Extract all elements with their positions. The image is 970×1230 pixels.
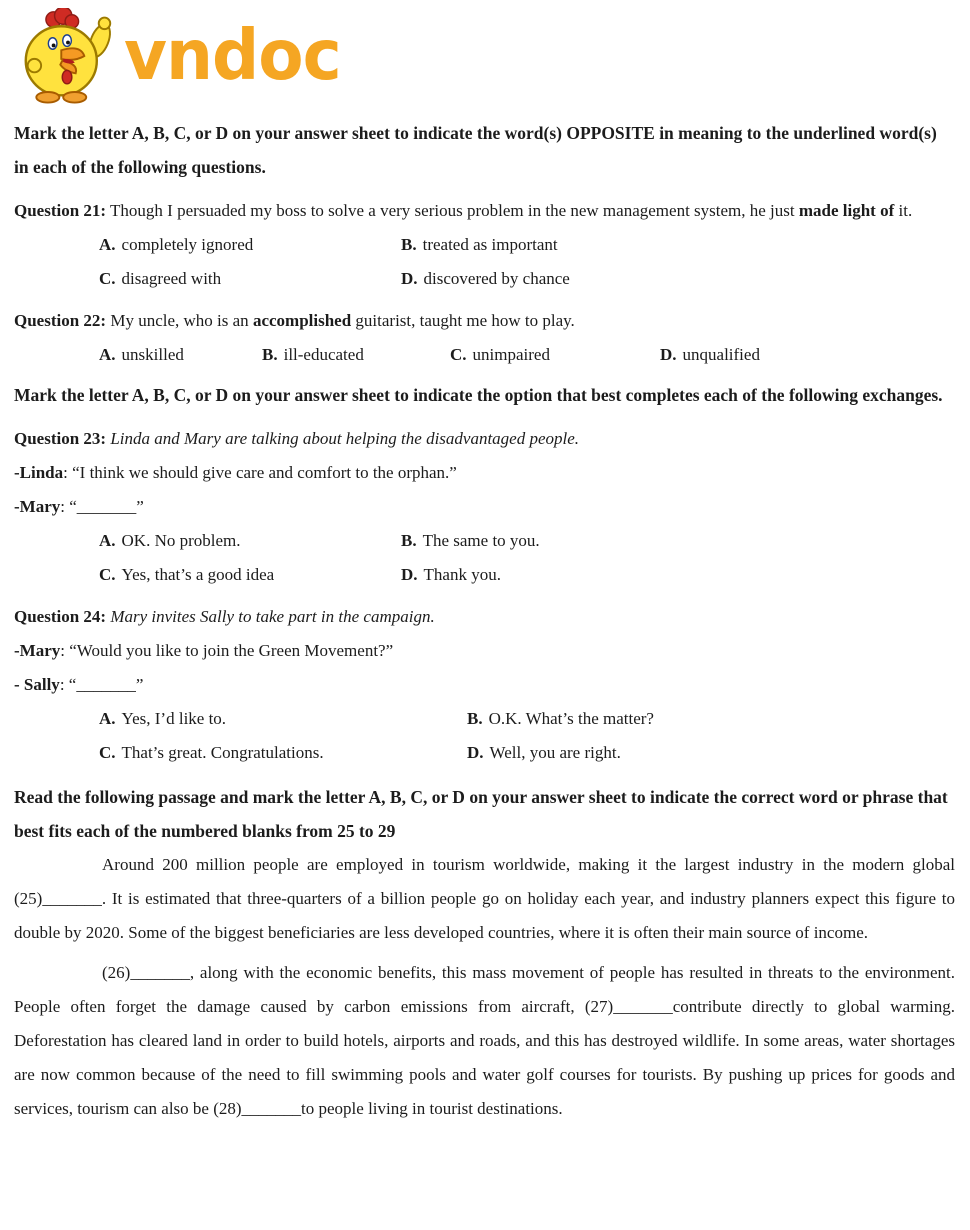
option-letter: C. [99,565,116,584]
underlined-phrase: accomplished [252,311,352,330]
question-21-label: Question 21: [14,201,107,220]
question-23-label: Question 23: [14,429,107,448]
question-21 [14,194,955,296]
speaker-name: -Linda [14,463,64,482]
option-text: O.K. What’s the matter? [488,709,654,728]
dialogue-line [14,490,955,524]
option-letter: C. [450,345,467,364]
option-text: The same to you. [422,531,540,550]
option-23-c [99,558,401,592]
option-letter: D. [401,565,418,584]
chicken-mascot-icon [14,8,122,104]
dialogue-line [14,634,955,668]
option-23-b [401,524,955,558]
option-text: Yes, that’s a good idea [121,565,275,584]
option-text: unqualified [682,345,760,364]
option-text: discovered by chance [423,269,570,288]
question-21-stem: Question 21: Though I persuaded my boss to solve a very serious problem in the new management system, he just made light of it. [14,201,913,220]
question-23-context [14,422,955,456]
option-text: Well, you are right. [489,743,621,762]
speech-text: : “_______” [60,497,144,516]
option-24-b [467,702,955,736]
dialogue-line [14,456,955,490]
option-21-c [99,262,401,296]
passage-paragraph-1: Around 200 million people are employed in tourism worldwide, making it the largest industry in the modern global (25)_______. It is estimated that three-quarters of a billion people go on holiday each year, and industry planners expect this figure to double by 2020. Some of the biggest beneficiaries are less developed countries, where it is often their main source of income. [14,855,955,942]
option-24-d [467,736,955,770]
question-24-options [14,702,955,770]
option-23-a [99,524,401,558]
option-text: unimpaired [472,345,550,364]
option-letter: B. [401,235,417,254]
underlined-phrase: made light of [798,201,895,220]
option-letter: B. [467,709,483,728]
option-text: Yes, I’d like to. [121,709,227,728]
instruction-cloze: Read the following passage and mark the letter A, B, C, or D on your answer sheet to indicate the correct word or phrase that best fits each of the numbered blanks from 25 to 29 [14,787,948,841]
brand-wordmark: vndoc [124,15,341,96]
option-22-d [660,338,955,372]
option-22-c [450,338,660,372]
option-letter: A. [99,709,116,728]
cloze-passage [14,848,955,1126]
situation-text: Mary invites Sally to take part in the campaign. [106,607,435,626]
option-text: completely ignored [121,235,254,254]
option-letter: C. [99,269,116,288]
option-24-a [99,702,467,736]
question-24-label: Question 24: [14,607,107,626]
option-24-c [99,736,467,770]
option-text: Thank you. [423,565,501,584]
question-21-options [14,228,955,296]
option-letter: C. [99,743,116,762]
vndoc-logo [14,6,955,106]
dialogue-line [14,668,955,702]
option-letter: B. [262,345,278,364]
speaker-name: - Sally [14,675,60,694]
passage-paragraph-2: (26)_______, along with the economic benefits, this mass movement of people has resulted in threats to the environment. People often forget the damage caused by carbon emissions from aircraft, (27)_______contribute directly to global warming. Deforestation has cleared land in order to build hotels, airports and roads, and this has destroyed wildlife. In some areas, water shortages are now common because of the need to fill swimming pools and water golf courses for tourists. By pushing up prices for goods and services, tourism can also be (28)_______to people living in tourist destinations. [14,963,955,1118]
speaker-name: -Mary [14,497,61,516]
speech-text: : “Would you like to join the Green Movement?” [60,641,394,660]
option-letter: A. [99,235,116,254]
question-24-context [14,600,955,634]
option-text: OK. No problem. [121,531,241,550]
option-21-a [99,228,401,262]
option-letter: D. [401,269,418,288]
question-22-stem: Question 22: My uncle, who is an accomplished guitarist, taught me how to play. [14,311,575,330]
option-text: disagreed with [121,269,222,288]
option-22-a [99,338,262,372]
option-21-b [401,228,955,262]
speech-text: : “I think we should give care and comfort to the orphan.” [63,463,457,482]
option-22-b [262,338,450,372]
speech-text: : “_______” [59,675,144,694]
question-23-options [14,524,955,592]
speaker-name: -Mary [14,641,61,660]
option-text: unskilled [121,345,184,364]
question-22-options [14,338,955,372]
option-text: That’s great. Congratulations. [121,743,324,762]
option-letter: B. [401,531,417,550]
option-letter: D. [660,345,677,364]
option-letter: A. [99,345,116,364]
instruction-opposite-meaning: Mark the letter A, B, C, or D on your answer sheet to indicate the word(s) OPPOSITE in meaning to the underlined word(s) in each of the following questions. [14,123,937,177]
option-text: treated as important [422,235,558,254]
situation-text: Linda and Mary are talking about helping the disadvantaged people. [106,429,580,448]
question-22-label: Question 22: [14,311,107,330]
option-letter: D. [467,743,484,762]
question-23 [14,422,955,592]
option-23-d [401,558,955,592]
option-text: ill-educated [283,345,364,364]
option-letter: A. [99,531,116,550]
instruction-exchanges: Mark the letter A, B, C, or D on your answer sheet to indicate the option that best completes each of the following exchanges. [14,385,943,405]
question-22 [14,304,955,372]
question-24 [14,600,955,770]
option-21-d [401,262,955,296]
